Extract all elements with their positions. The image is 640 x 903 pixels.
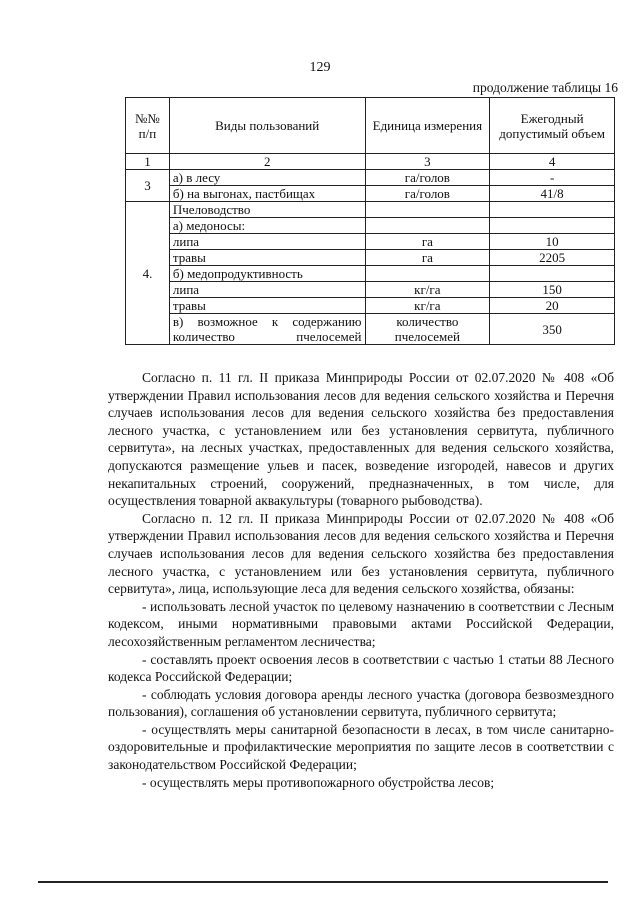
- volume: -: [490, 170, 615, 186]
- usage-type: б) на выгонах, пастбищах: [169, 186, 365, 202]
- unit: [365, 266, 490, 282]
- header-cell: Единица измерения: [365, 98, 490, 154]
- header-cell: Виды пользований: [169, 98, 365, 154]
- usage-type: липа: [169, 282, 365, 298]
- table-row: [126, 170, 615, 186]
- usage-type: липа: [169, 234, 365, 250]
- header-cell: Ежегодный допустимый объем: [490, 98, 615, 154]
- page-number: 129: [309, 60, 331, 75]
- unit: количество пчелосемей: [365, 314, 490, 345]
- table-header-row: [126, 98, 615, 154]
- unit: га/голов: [365, 186, 490, 202]
- footer-rule: [38, 881, 608, 883]
- volume: 10: [490, 234, 615, 250]
- paragraph: Согласно п. 12 гл. II приказа Минприроды России от 02.07.2020 № 408 «Об утверждении Правил использования лесов для ведения сельского хозяйства и Перечня случаев использования лесов для ведения сельского хозяйства без предоставления лесного участка, с установлением или без установления сервитута, публичного сервитута», лица, использующие леса для ведения сельского хозяйства, обязаны:: [108, 510, 614, 597]
- list-item: - соблюдать условия договора аренды лесного участка (договора безвозмездного пользования), соглашения об установлении сервитута, публичного сервитута;: [108, 686, 614, 720]
- row-number: 4.: [126, 202, 170, 345]
- column-number: 3: [365, 154, 490, 170]
- unit: кг/га: [365, 282, 490, 298]
- table-row: [126, 202, 615, 218]
- column-number: 1: [126, 154, 170, 170]
- table-row: [126, 234, 615, 250]
- unit: кг/га: [365, 298, 490, 314]
- usage-type: Пчеловодство: [169, 202, 365, 218]
- unit: га: [365, 234, 490, 250]
- row-number: 3: [126, 170, 170, 202]
- unit: [365, 218, 490, 234]
- column-number-row: [126, 154, 615, 170]
- volume: 41/8: [490, 186, 615, 202]
- unit: [365, 202, 490, 218]
- usage-type: б) медопродуктивность: [169, 266, 365, 282]
- volume: [490, 266, 615, 282]
- volume: 20: [490, 298, 615, 314]
- usage-type: травы: [169, 250, 365, 266]
- table-row: [126, 282, 615, 298]
- list-item: - осуществлять меры санитарной безопасности в лесах, в том числе санитарно-оздоровительные и профилактические мероприятия по защите лесов в соответствии с законодательством Российской Федерации;: [108, 721, 614, 773]
- unit: га/голов: [365, 170, 490, 186]
- table-continuation-label: продолжение таблицы 16: [472, 80, 618, 95]
- table-row: [126, 298, 615, 314]
- usage-type: а) в лесу: [169, 170, 365, 186]
- table-row: [126, 266, 615, 282]
- volume: 150: [490, 282, 615, 298]
- paragraph: Согласно п. 11 гл. II приказа Минприроды России от 02.07.2020 № 408 «Об утверждении Правил использования лесов для ведения сельского хозяйства и Перечня случаев использования лесов для ведения сельского хозяйства без предоставления лесного участка, с установлением или без установления сервитута, публичного сервитута», на лесных участках, предоставленных для ведения сельского хозяйства, допускаются размещение ульев и пасек, возведение изгородей, навесов и других некапитальных строений, сооружений, предназначенных, в том числе, для осуществления товарной аквакультуры (товарного рыбоводства).: [108, 370, 614, 509]
- list-item: - использовать лесной участок по целевому назначению в соответствии с Лесным кодексом, иными нормативными правовыми актами Российской Федерации, лесохозяйственным регламентом лесничества;: [108, 598, 614, 649]
- usage-type: травы: [169, 298, 365, 314]
- volume: 350: [490, 314, 615, 345]
- list-item: - составлять проект освоения лесов в соответствии с частью 1 статьи 88 Лесного кодекса Российской Федерации;: [108, 651, 614, 685]
- table-row: [126, 186, 615, 202]
- usage-type: а) медоносы:: [169, 218, 365, 234]
- volume: 2205: [490, 250, 615, 266]
- table-row: [126, 218, 615, 234]
- table-row: [126, 314, 615, 345]
- list-item: - осуществлять меры противопожарного обустройства лесов;: [142, 774, 495, 790]
- usage-type: в) возможное к содержанию количество пчелосемей: [169, 314, 365, 345]
- volume: [490, 202, 615, 218]
- header-cell: №№ п/п: [126, 98, 170, 154]
- column-number: 2: [169, 154, 365, 170]
- body-text: [108, 369, 614, 791]
- unit: га: [365, 250, 490, 266]
- table-row: [126, 250, 615, 266]
- table-16: [125, 97, 615, 345]
- column-number: 4: [490, 154, 615, 170]
- volume: [490, 218, 615, 234]
